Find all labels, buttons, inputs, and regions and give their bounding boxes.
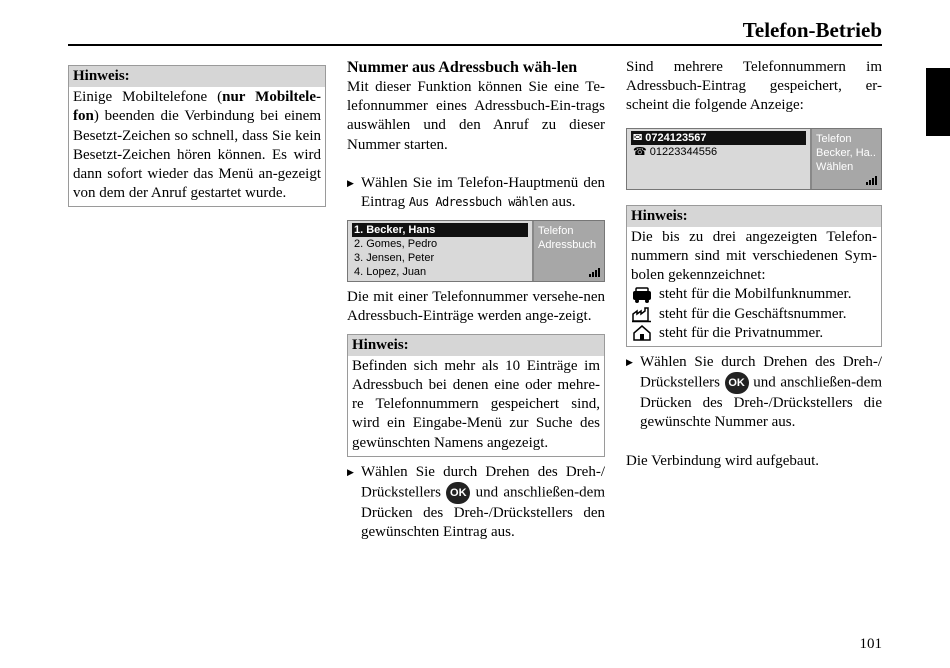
display-side-panel — [812, 129, 881, 189]
display-list-item: 3. Jensen, Peter — [354, 252, 435, 265]
note-box — [626, 205, 882, 347]
display-list-item: 1. Becker, Hans — [352, 223, 528, 237]
display-list-item: ✉ 0724123567 — [631, 131, 806, 145]
step-text: Wählen Sie durch Drehen des Dreh-/ Drückstellers — [361, 463, 605, 501]
symbol-legend-item — [631, 285, 877, 304]
paragraph: Die mit einer Telefonnummer versehe-nen Adressbuch-Einträge werden ange-zeigt. — [347, 289, 605, 325]
symbol-legend-text: steht für die Privatnummer. — [659, 324, 824, 341]
note-box — [347, 334, 605, 457]
phone-number: 01223344556 — [649, 145, 718, 158]
display-side-panel — [534, 221, 604, 281]
symbol-legend-item — [631, 305, 877, 324]
symbol-legend-item — [631, 324, 877, 343]
note-heading: Hinweis: — [69, 66, 325, 87]
instruction-step — [347, 174, 605, 212]
step-text: und anschließen-dem Drücken des Dreh-/Drückstellers den gewünschten Eintrag aus. — [361, 484, 605, 541]
ok-knob-icon: OK — [725, 372, 749, 394]
section-heading: Nummer aus Adressbuch wäh-len — [347, 59, 578, 76]
step-text: und anschließen-dem Drücken des Dreh-/Drückstellers die gewünschte Nummer aus. — [640, 374, 882, 431]
signal-strength-icon — [866, 176, 877, 185]
note-text-part: ) beenden die Verbindung bei einem Besetzt-Zeichen so schnell, dass Sie kein Besetzt-Zeichen hören können. Es wird dann sofort wieder das Menü an-gezeigt von dem der Anruf gestartet wurde. — [73, 108, 321, 202]
house-icon — [631, 324, 653, 342]
intro-paragraph: Sind mehrere Telefonnummern im Adressbuch-Eintrag gespeichert, er-scheint die folgende Anzeige: — [626, 59, 882, 114]
page-number: 101 — [859, 636, 882, 652]
signal-strength-icon — [589, 268, 600, 277]
ok-knob-icon: OK — [446, 482, 470, 504]
display-list — [348, 221, 534, 281]
instruction-step — [626, 353, 882, 433]
display-list-item: 4. Lopez, Juan — [354, 266, 427, 279]
chapter-tab-marker — [926, 68, 950, 136]
note-text — [69, 87, 325, 206]
instruction-step — [347, 463, 605, 543]
page-title: Telefon-Betrieb — [742, 18, 882, 42]
note-paragraph: Die bis zu drei angezeigten Telefon-nummern sind mit verschiedenen Sym-bolen gekennzeichnet: — [631, 228, 877, 284]
note-text-part: Einige Mobiltelefone ( — [73, 89, 223, 106]
display-screenshot-numbers — [626, 128, 882, 190]
column-middle — [347, 58, 605, 542]
step-text: Wählen Sie im Telefon-Hauptmenü den Eintrag — [361, 174, 605, 211]
display-list-item: 2. Gomes, Pedro — [354, 238, 438, 251]
symbol-legend-text: steht für die Geschäftsnummer. — [659, 305, 847, 322]
intro-paragraph: Mit dieser Funktion können Sie eine Te-lefonnummer eines Adressbuch-Ein-trags auswählen und den Anruf zu dieser Nummer starten. — [347, 79, 605, 153]
note-heading: Hinweis: — [348, 335, 604, 356]
note-heading: Hinweis: — [627, 206, 881, 227]
note-text: Befinden sich mehr als 10 Einträge im Adressbuch bei denen eine oder mehre-re Telefonnummern gespeichert sind, wird ein Eingabe-Menü zur Suche des gewünschten Namens angezeigt. — [352, 357, 600, 451]
step-text: Wählen Sie durch Drehen des Dreh-/ Drückstellers — [640, 354, 882, 391]
symbol-legend-text: steht für die Mobilfunknummer. — [659, 286, 852, 303]
menu-entry-label: Aus Adressbuch wählen — [408, 195, 549, 210]
header-rule — [68, 44, 882, 46]
note-box — [68, 65, 326, 207]
column-right — [626, 58, 882, 471]
phone-number: 0724123567 — [645, 131, 707, 144]
column-left — [68, 65, 326, 207]
display-screenshot-addressbook — [347, 220, 605, 282]
display-side-label: Becker, Ha.. — [816, 146, 876, 159]
note-text — [627, 227, 881, 346]
display-side-label: Telefon — [538, 225, 574, 238]
office-building-icon — [631, 305, 653, 323]
display-list-item: ☎ 01223344556 — [633, 145, 718, 158]
closing-paragraph: Die Verbindung wird aufgebaut. — [626, 452, 820, 469]
display-side-label: Telefon — [816, 132, 852, 145]
note-text-bold: nur Mobiltele-fon — [73, 89, 321, 125]
display-side-label: Wählen — [816, 160, 854, 173]
step-text: aus. — [548, 194, 576, 211]
car-phone-icon — [631, 286, 653, 304]
display-list — [627, 129, 812, 189]
display-side-label: Adressbuch — [538, 239, 597, 252]
